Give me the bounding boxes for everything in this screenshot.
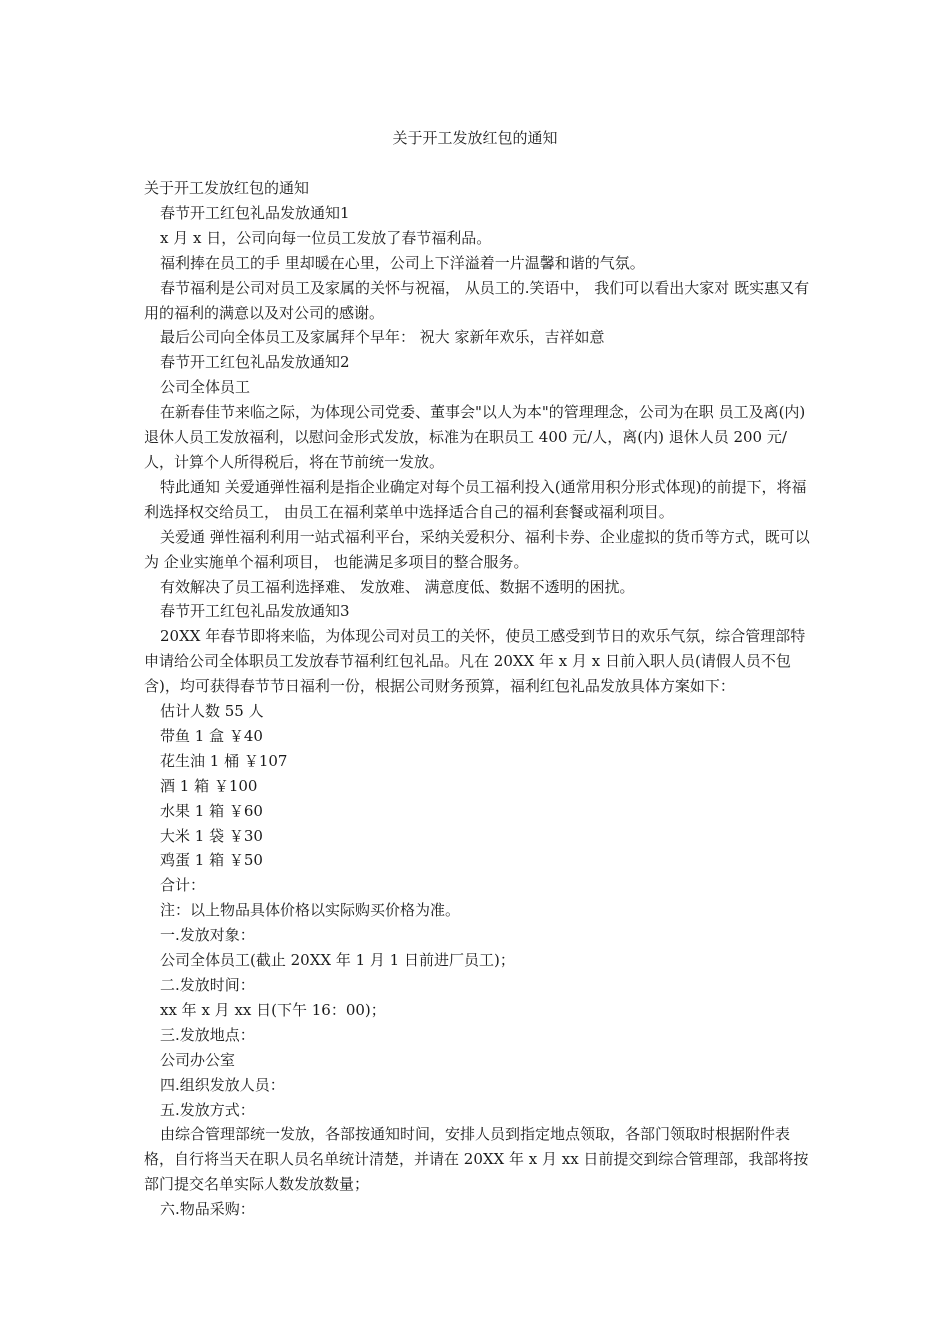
paragraph: 一.发放对象： — [160, 926, 255, 945]
paragraph: 最后公司向全体员工及家属拜个早年： 祝大 家新年欢乐，吉祥如意 — [160, 328, 605, 347]
paragraph: 公司全体员工 — [160, 378, 251, 397]
document-title: 关于开工发放红包的通知 — [392, 129, 558, 147]
paragraph: 酒 1 箱 ￥100 — [160, 776, 258, 795]
paragraph: 公司办公室 — [160, 1050, 236, 1069]
paragraph: 鸡蛋 1 箱 ￥50 — [160, 851, 263, 870]
paragraph: 春节福利是公司对员工及家属的关怀与祝福， 从员工的.笑语中， 我们可以看出大家对 既实惠又有用的福利的满意以及对公司的感谢。 — [144, 278, 810, 322]
paragraph: 带鱼 1 盒 ￥40 — [160, 726, 263, 745]
paragraph: 春节开工红包礼品发放通知3 — [160, 602, 350, 621]
paragraph: 关于开工发放红包的通知 — [144, 179, 310, 197]
paragraph: 大米 1 袋 ￥30 — [160, 826, 263, 845]
paragraph: 花生油 1 桶 ￥107 — [160, 751, 288, 770]
paragraph: 三.发放地点： — [160, 1025, 255, 1044]
paragraph: x 月 x 日，公司向每一位员工发放了春节福利品。 — [160, 228, 492, 247]
paragraph: 有效解决了员工福利选择难、 发放难、 满意度低、数据不透明的困扰。 — [160, 577, 635, 596]
paragraph: xx 年 x 月 xx 日(下午 16：00)； — [160, 1000, 386, 1019]
paragraph: 注：以上物品具体价格以实际购买价格为准。 — [160, 901, 461, 920]
paragraph: 二.发放时间： — [160, 976, 255, 994]
paragraph: 合计： — [160, 876, 206, 895]
paragraph: 四.组织发放人员： — [160, 1075, 285, 1094]
paragraph: 春节开工红包礼品发放通知2 — [160, 353, 350, 372]
paragraph: 由综合管理部统一发放，各部按通知时间，安排人员到指定地点领取，各部门领取时根据附件表格，自行将当天在职人员名单统计清楚，并请在 20XX 年 x 月 xx 日前提交到综合管理部，我部将按部门提交名单实际人数发放数量； — [144, 1125, 809, 1194]
paragraph: 关爱通 弹性福利利用一站式福利平台，采纳关爱积分、福利卡券、企业虚拟的货币等方式，既可以为 企业实施单个福利项目， 也能满足多项目的整合服务。 — [144, 527, 810, 571]
paragraph: 五.发放方式： — [160, 1100, 255, 1119]
paragraph: 特此通知 关爱通弹性福利是指企业确定对每个员工福利投入(通常用积分形式体现)的前提下，将福利选择权交给员工， 由员工在福利菜单中选择适合自己的福利套餐或福利项目。 — [144, 477, 807, 521]
document-body — [144, 176, 816, 1222]
paragraph: 福利捧在员工的手 里却暖在心里，公司上下洋溢着一片温馨和谐的气氛。 — [160, 253, 645, 272]
paragraph: 估计人数 55 人 — [160, 702, 264, 721]
paragraph: 公司全体员工(截止 20XX 年 1 月 1 日前进厂员工)； — [160, 951, 515, 970]
paragraph: 水果 1 箱 ￥60 — [160, 801, 263, 820]
paragraph: 在新春佳节来临之际，为体现公司党委、董事会"以人为本"的管理理念，公司为在职 员工及离(内)退休人员工发放福利，以慰问金形式发放，标准为在职员工 400 元/人，离(内) 退休人员 200 元/人，计算个人所得税后，将在节前统一发放。 — [144, 403, 806, 471]
paragraph: 春节开工红包礼品发放通知1 — [160, 203, 350, 222]
paragraph: 六.物品采购： — [160, 1200, 255, 1219]
paragraph: 20XX 年春节即将来临，为体现公司对员工的关怀，使员工感受到节日的欢乐气氛，综合管理部特申请给公司全体职员工发放春节福利红包礼品。凡在 20XX 年 x 月 x 日前入职人员(请假人员不包含)，均可获得春节节日福利一份，根据公司财务预算，福利红包礼品发放具体方案如下： — [144, 627, 806, 696]
